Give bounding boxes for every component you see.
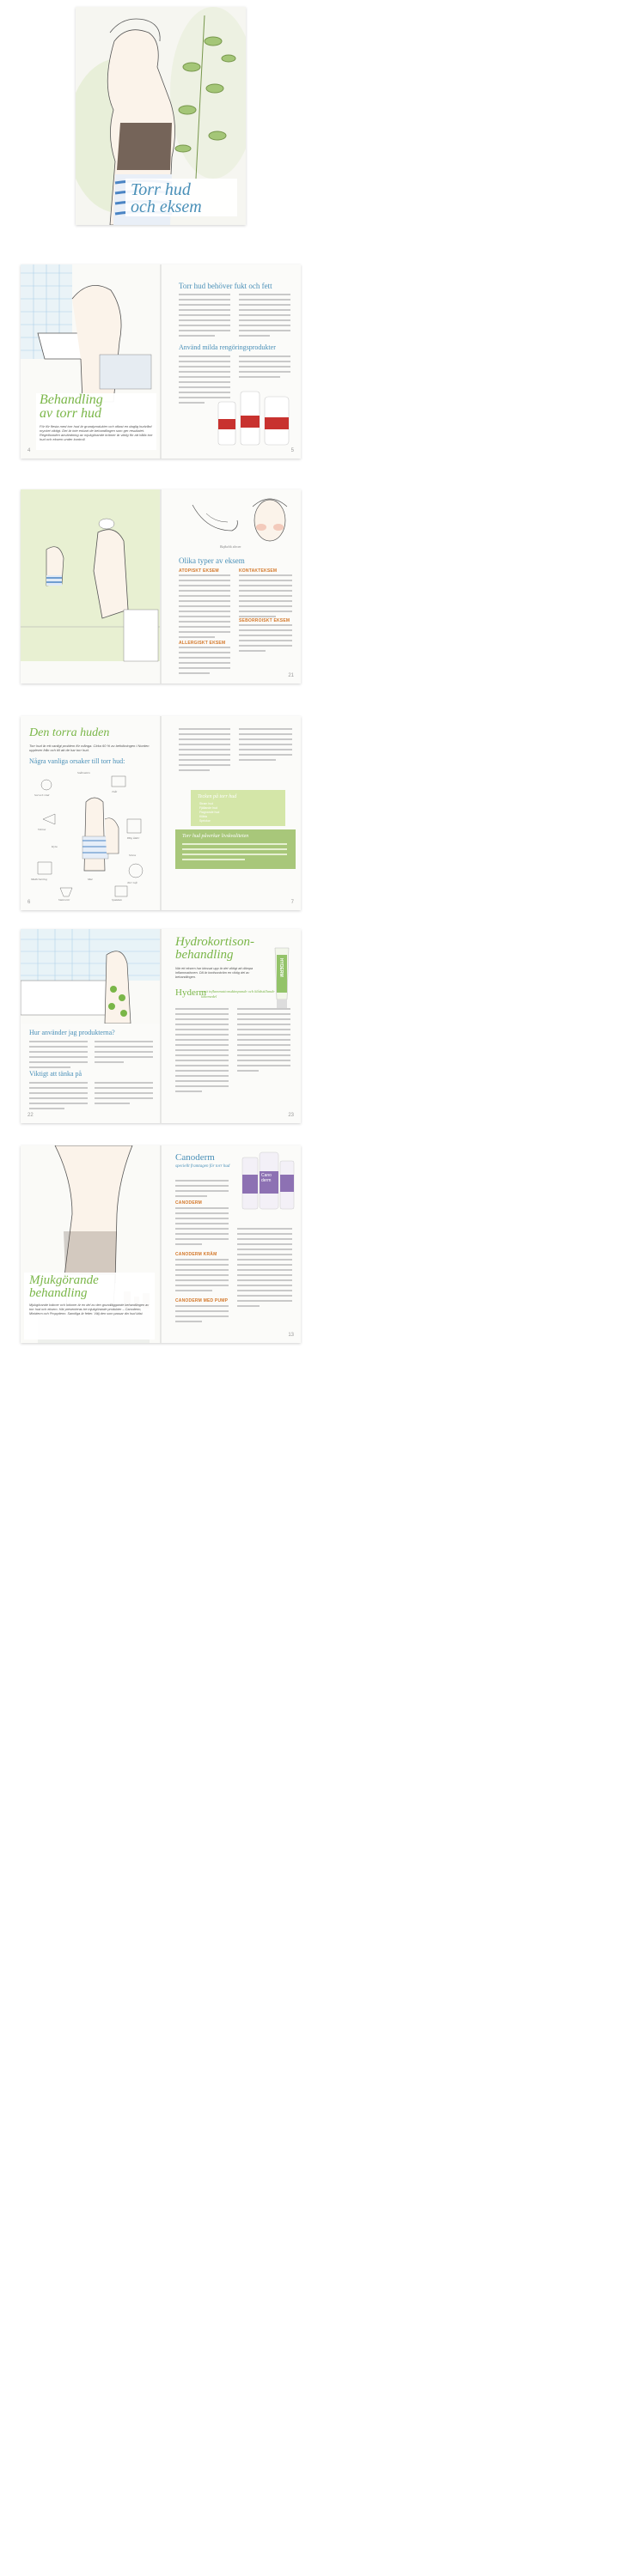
- right-subheading: Använd milda rengöringsprodukter: [179, 343, 276, 351]
- page-number-left: 22: [27, 1113, 34, 1118]
- cano-col1: [175, 1180, 229, 1200]
- cause-label: Tvål: [112, 790, 118, 793]
- torra-col2: [239, 728, 292, 764]
- left-title: [40, 393, 103, 421]
- page-number-right: 5: [290, 448, 294, 453]
- page-number-left: 6: [27, 900, 31, 905]
- heading-how-to: Hur använder jag produkterna?: [29, 1029, 115, 1036]
- eksem-col1b: [179, 647, 230, 677]
- hydro-col3: [29, 1082, 88, 1113]
- left-title-line1: Behandling: [40, 392, 103, 407]
- hydro-title: [175, 936, 254, 962]
- face-sketch: [244, 495, 297, 551]
- cano-col4: [175, 1305, 229, 1326]
- cover-title-line1: Torr hud: [131, 180, 191, 199]
- hydro-intro: När ett eksem har blossat upp är det viktigt att dämpa inflammationen. Då är kortisonkräm en viktig del av behandlingen.: [175, 967, 254, 979]
- mjuk-title-line1: Mjukgörande: [29, 1273, 99, 1287]
- signs-box-item: Stram hud: [199, 802, 214, 805]
- right-text-col1: [179, 294, 230, 340]
- cause-labels: [26, 768, 155, 905]
- page-number-right: 13: [288, 1333, 294, 1338]
- cano-col3: [175, 1259, 229, 1295]
- right-text-col2: [239, 294, 290, 340]
- cause-label: Sjukdom: [112, 898, 123, 902]
- spread-eksem-typer: [21, 489, 301, 683]
- cause-label: Stress: [129, 854, 137, 857]
- cover-title-line2: och eksem: [131, 197, 202, 216]
- signs-box-item: Flagnande hud: [199, 811, 220, 814]
- canoderm-tagline: speciellt framtagen för torr hud: [175, 1164, 230, 1169]
- torra-intro: Torr hud är ett vanligt problem för många. Cirka 60 % av befolkningen i Norden upplever från och till att de har torr hud.: [29, 744, 150, 752]
- bath-illustration: [21, 929, 160, 1024]
- canoderm-label: [261, 1173, 272, 1183]
- mjuk-intro: Mjukgörande krämer och lotioner är en del av den grundläggande behandlingen av torr hud och eksem. Här presenteras tre mjukgörande produkter – Canoderm, Miniderm och Propyderm. Samtliga är fetter. Välj den som passar din hud bäst.: [29, 1303, 150, 1315]
- mjuk-title: [29, 1274, 99, 1300]
- sub-kontakt: KONTAKTEKSEM: [239, 568, 278, 574]
- spread-hydrokortison: [21, 929, 301, 1123]
- cause-label: Vattenrör: [58, 898, 70, 902]
- hyderm-col2: [237, 1008, 290, 1075]
- sub-seborroiskt: SEBORROISKT EKSEM: [239, 618, 290, 623]
- canoderm-brand: Canoderm: [175, 1152, 215, 1163]
- hyderm-tube: [272, 946, 292, 1015]
- signs-box-item: Klåda: [199, 815, 207, 818]
- cause-label: Snålvatten: [77, 771, 90, 775]
- hydro-title-line1: Hydrokortison-: [175, 935, 254, 949]
- hyderm-product-label: HYDERM: [278, 958, 284, 977]
- canoderm-label-line1: Cano: [261, 1173, 272, 1178]
- hydro-col2: [95, 1041, 153, 1066]
- sub-canoderm-kram: CANODERM KRÄM: [175, 1252, 217, 1257]
- cause-label: Torr luft: [127, 881, 137, 884]
- eksem-heading: Olika typer av eksem: [179, 556, 245, 565]
- hyderm-tagline: – ett inflammationsdämpande och klådstillande läkemedel: [201, 989, 275, 999]
- torra-col1: [179, 728, 230, 775]
- arm-sketch: [189, 496, 241, 548]
- spread-mjukgorande: [21, 1145, 301, 1343]
- signs-box-item: Fjällande hud: [199, 806, 218, 810]
- cause-label: Medicinering: [31, 878, 47, 881]
- page-number-right: 7: [290, 900, 294, 905]
- cano-col5: [237, 1228, 292, 1310]
- heading-remember: Viktigt att tänka på: [29, 1070, 82, 1078]
- cover-page: [76, 7, 246, 225]
- eksem-col1: [179, 574, 230, 641]
- product-bottles: [217, 386, 294, 447]
- hydro-title-line2: behandling: [175, 948, 234, 962]
- page-number-right: 21: [288, 673, 294, 678]
- signs-box-title: Tecken på torr hud: [198, 794, 237, 799]
- cause-label: Kyla: [52, 845, 58, 848]
- cause-label: Hög ålder: [127, 836, 140, 840]
- hydro-col1: [29, 1041, 88, 1072]
- signs-box-item: Sprickor: [199, 819, 211, 823]
- laundry-illustration: [21, 489, 160, 683]
- cano-col2: [175, 1207, 229, 1249]
- sub-allergiskt: ALLERGISKT EKSEM: [179, 641, 226, 646]
- cause-label: Sol och vind: [34, 793, 50, 797]
- spread-torra-huden: [21, 716, 301, 910]
- signs-box: [191, 790, 285, 826]
- right-heading: Torr hud behöver fukt och fett: [179, 282, 272, 290]
- sub-canoderm: CANODERM: [175, 1200, 203, 1206]
- torra-title: Den torra huden: [29, 726, 110, 739]
- hydro-col4: [95, 1082, 153, 1108]
- right-text-col4: [239, 355, 290, 381]
- quality-box-text: [182, 843, 287, 864]
- torra-subtitle: Några vanliga orsaker till torr hud:: [29, 757, 125, 765]
- sub-canoderm-pump: CANODERM MED PUMP: [175, 1298, 229, 1303]
- hyderm-brand: Hyderm: [175, 987, 207, 998]
- spread-behandling: [21, 264, 301, 459]
- quality-box: [175, 829, 296, 869]
- page-number-right: 23: [288, 1113, 294, 1118]
- quality-box-title: Torr hud påverkar livskvaliteten: [182, 834, 249, 839]
- figure-caption: Bajkalsk skrom: [220, 544, 241, 549]
- cause-label: Mat: [88, 878, 93, 881]
- left-title-line2: av torr hud: [40, 406, 101, 421]
- cover-title: [131, 181, 237, 216]
- left-intro: För för flesta med torr hud är grundprodukter och oftast en daglig hudvård mycket viktigt. Det är inte enbart de behandlingen som ger resultatet. Regelbunden användning av mjukgörande krämer är viktig för att hålla torr hud och eksem under kontroll.: [40, 424, 153, 441]
- mjuk-title-line2: behandling: [29, 1286, 88, 1300]
- cause-label: Värme: [38, 828, 46, 831]
- page-number-left: 4: [27, 448, 31, 453]
- canoderm-label-line2: derm: [261, 1178, 272, 1183]
- eksem-col2: [239, 574, 292, 621]
- hyderm-col1: [175, 1008, 229, 1096]
- sub-atopiskt: ATOPISKT EKSEM: [179, 568, 219, 574]
- eksem-col2b: [239, 624, 292, 655]
